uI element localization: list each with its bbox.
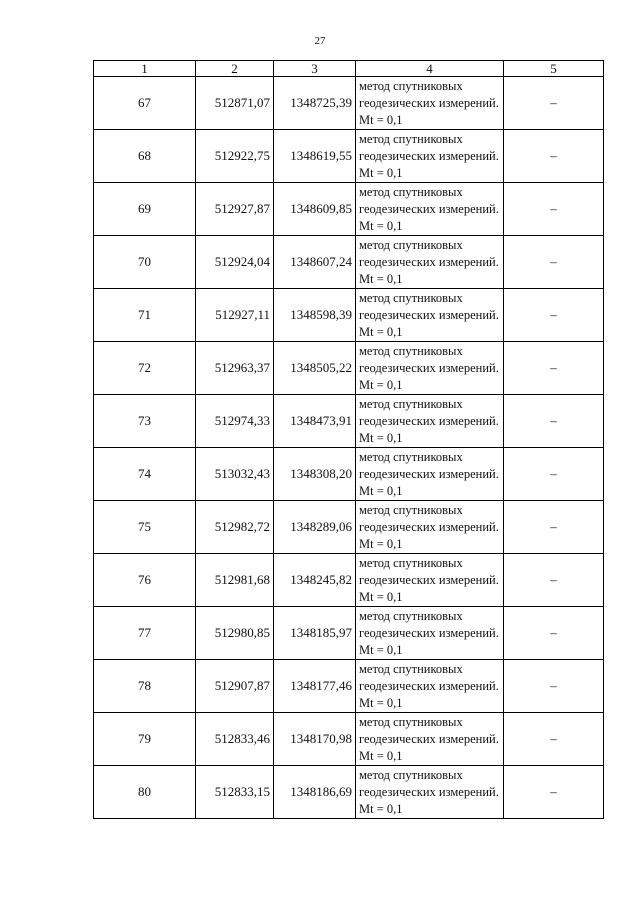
note-cell: –: [504, 554, 604, 607]
table-body: [94, 77, 604, 819]
y-coordinate-cell: 1348186,69: [274, 766, 356, 819]
method-cell: метод спутниковых геодезических измерений. Mt = 0,1: [356, 289, 504, 342]
header-col-2: 2: [196, 61, 274, 77]
x-coordinate-cell: 512907,87: [196, 660, 274, 713]
table-row: [94, 77, 604, 130]
point-number-cell: 72: [94, 342, 196, 395]
x-coordinate-cell: 512981,68: [196, 554, 274, 607]
header-col-4: 4: [356, 61, 504, 77]
table-row: [94, 183, 604, 236]
point-number-cell: 74: [94, 448, 196, 501]
page-number: 27: [314, 35, 326, 47]
table-row: [94, 342, 604, 395]
x-coordinate-cell: 512974,33: [196, 395, 274, 448]
method-cell: метод спутниковых геодезических измерений. Mt = 0,1: [356, 660, 504, 713]
note-cell: –: [504, 501, 604, 554]
note-cell: –: [504, 448, 604, 501]
method-cell: метод спутниковых геодезических измерений. Mt = 0,1: [356, 766, 504, 819]
x-coordinate-cell: 512963,37: [196, 342, 274, 395]
y-coordinate-cell: 1348170,98: [274, 713, 356, 766]
table-row: [94, 395, 604, 448]
x-coordinate-cell: 512922,75: [196, 130, 274, 183]
point-number-cell: 70: [94, 236, 196, 289]
point-number-cell: 71: [94, 289, 196, 342]
point-number-cell: 78: [94, 660, 196, 713]
point-number-cell: 75: [94, 501, 196, 554]
method-cell: метод спутниковых геодезических измерений. Mt = 0,1: [356, 130, 504, 183]
y-coordinate-cell: 1348308,20: [274, 448, 356, 501]
y-coordinate-cell: 1348607,24: [274, 236, 356, 289]
table-row: [94, 448, 604, 501]
method-cell: метод спутниковых геодезических измерений. Mt = 0,1: [356, 183, 504, 236]
table-row: [94, 130, 604, 183]
method-cell: метод спутниковых геодезических измерений. Mt = 0,1: [356, 713, 504, 766]
note-cell: –: [504, 236, 604, 289]
x-coordinate-cell: 512982,72: [196, 501, 274, 554]
method-cell: метод спутниковых геодезических измерений. Mt = 0,1: [356, 395, 504, 448]
y-coordinate-cell: 1348289,06: [274, 501, 356, 554]
y-coordinate-cell: 1348619,55: [274, 130, 356, 183]
point-number-cell: 80: [94, 766, 196, 819]
method-cell: метод спутниковых геодезических измерений. Mt = 0,1: [356, 501, 504, 554]
header-row: [94, 61, 604, 77]
method-cell: метод спутниковых геодезических измерений. Mt = 0,1: [356, 236, 504, 289]
table-row: [94, 501, 604, 554]
header-col-3: 3: [274, 61, 356, 77]
point-number-cell: 69: [94, 183, 196, 236]
note-cell: –: [504, 607, 604, 660]
table-row: [94, 766, 604, 819]
x-coordinate-cell: 513032,43: [196, 448, 274, 501]
note-cell: –: [504, 395, 604, 448]
note-cell: –: [504, 183, 604, 236]
table-row: [94, 607, 604, 660]
table-row: [94, 554, 604, 607]
header-col-5: 5: [504, 61, 604, 77]
point-number-cell: 73: [94, 395, 196, 448]
note-cell: –: [504, 660, 604, 713]
note-cell: –: [504, 766, 604, 819]
point-number-cell: 79: [94, 713, 196, 766]
method-cell: метод спутниковых геодезических измерений. Mt = 0,1: [356, 554, 504, 607]
y-coordinate-cell: 1348245,82: [274, 554, 356, 607]
point-number-cell: 67: [94, 77, 196, 130]
y-coordinate-cell: 1348505,22: [274, 342, 356, 395]
note-cell: –: [504, 342, 604, 395]
y-coordinate-cell: 1348598,39: [274, 289, 356, 342]
method-cell: метод спутниковых геодезических измерений. Mt = 0,1: [356, 342, 504, 395]
method-cell: метод спутниковых геодезических измерений. Mt = 0,1: [356, 607, 504, 660]
y-coordinate-cell: 1348609,85: [274, 183, 356, 236]
y-coordinate-cell: 1348185,97: [274, 607, 356, 660]
table-row: [94, 713, 604, 766]
x-coordinate-cell: 512927,11: [196, 289, 274, 342]
y-coordinate-cell: 1348177,46: [274, 660, 356, 713]
point-number-cell: 77: [94, 607, 196, 660]
note-cell: –: [504, 77, 604, 130]
x-coordinate-cell: 512871,07: [196, 77, 274, 130]
table-row: [94, 289, 604, 342]
x-coordinate-cell: 512924,04: [196, 236, 274, 289]
point-number-cell: 76: [94, 554, 196, 607]
method-cell: метод спутниковых геодезических измерений. Mt = 0,1: [356, 77, 504, 130]
coordinates-table: [93, 60, 604, 819]
x-coordinate-cell: 512927,87: [196, 183, 274, 236]
y-coordinate-cell: 1348473,91: [274, 395, 356, 448]
x-coordinate-cell: 512833,46: [196, 713, 274, 766]
note-cell: –: [504, 713, 604, 766]
note-cell: –: [504, 130, 604, 183]
x-coordinate-cell: 512833,15: [196, 766, 274, 819]
note-cell: –: [504, 289, 604, 342]
table-row: [94, 660, 604, 713]
y-coordinate-cell: 1348725,39: [274, 77, 356, 130]
table-row: [94, 236, 604, 289]
method-cell: метод спутниковых геодезических измерений. Mt = 0,1: [356, 448, 504, 501]
header-col-1: 1: [94, 61, 196, 77]
x-coordinate-cell: 512980,85: [196, 607, 274, 660]
point-number-cell: 68: [94, 130, 196, 183]
